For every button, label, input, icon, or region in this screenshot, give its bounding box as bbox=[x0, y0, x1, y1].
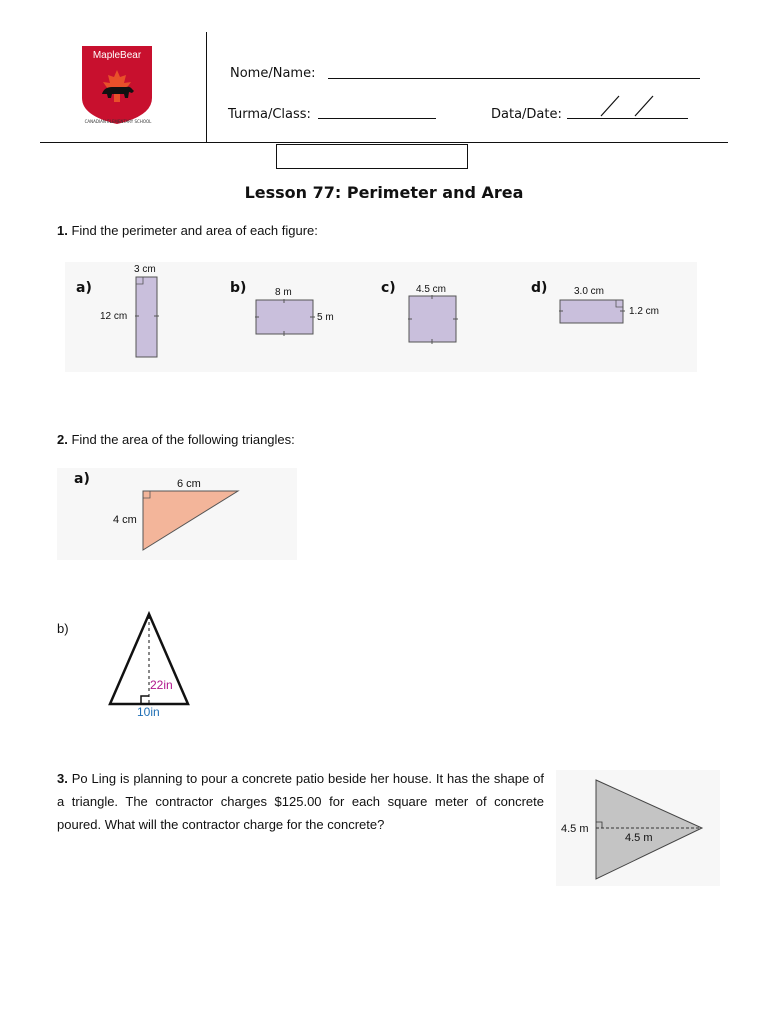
logo-tagline: CANADIAN ELEMENTARY SCHOOL bbox=[84, 119, 152, 124]
name-label: Nome/Name: bbox=[230, 66, 316, 81]
q1-figure-d-width: 3.0 cm bbox=[574, 286, 605, 297]
question-1 bbox=[57, 223, 318, 238]
class-field[interactable] bbox=[318, 118, 436, 119]
header-vertical-divider bbox=[206, 32, 207, 143]
q2-triangle-b-letter: b) bbox=[57, 621, 69, 636]
question-1-text: Find the perimeter and area of each figure: bbox=[71, 223, 318, 238]
q1-figure-b-height: 5 m bbox=[317, 312, 334, 323]
q1-figure-a-width: 3 cm bbox=[134, 264, 156, 275]
page-title: Lesson 77: Perimeter and Area bbox=[244, 183, 524, 202]
class-label: Turma/Class: bbox=[228, 107, 311, 122]
q2-triangle-a-base: 6 cm bbox=[177, 478, 201, 490]
logo-brand: MapleBear bbox=[92, 50, 142, 61]
q1-figure-c-letter: c) bbox=[381, 280, 396, 296]
header-horizontal-divider bbox=[40, 142, 728, 143]
q1-figure-a-height: 12 cm bbox=[100, 311, 128, 322]
q3-side-label: 4.5 m bbox=[561, 823, 589, 835]
maple-bear-logo-icon bbox=[82, 46, 152, 128]
q2-triangle-b-height: 22in bbox=[150, 678, 173, 692]
question-2-number: 2. bbox=[57, 432, 68, 447]
q3-triangle-shape bbox=[592, 778, 706, 882]
question-3 bbox=[57, 767, 544, 836]
q2-triangle-a-letter: a) bbox=[74, 471, 90, 487]
question-3-text: Po Ling is planning to pour a concrete patio beside her house. It has the shape of a triangle. The contractor charges $125.00 for each square meter of concrete poured. What will the contractor charge for the concrete? bbox=[57, 771, 544, 832]
question-1-number: 1. bbox=[57, 223, 68, 238]
school-logo bbox=[82, 46, 152, 128]
date-slashes bbox=[595, 94, 665, 120]
q2-triangle-a-height: 4 cm bbox=[113, 514, 137, 526]
q1-figure-c-width: 4.5 cm bbox=[416, 284, 447, 295]
name-field[interactable] bbox=[328, 78, 700, 79]
q1-figure-b-width: 8 m bbox=[275, 287, 292, 298]
q1-figure-d-height: 1.2 cm bbox=[629, 306, 660, 317]
q2-triangle-b-base: 10in bbox=[137, 705, 160, 719]
grade-box[interactable] bbox=[276, 144, 468, 169]
question-3-number: 3. bbox=[57, 771, 68, 786]
q2-triangle-a-shape bbox=[141, 489, 241, 553]
q1-figure-d-rectangle bbox=[559, 299, 625, 325]
q3-height-label: 4.5 m bbox=[625, 832, 653, 844]
q1-figure-a-letter: a) bbox=[76, 280, 92, 296]
date-label: Data/Date: bbox=[491, 107, 562, 122]
question-2-text: Find the area of the following triangles: bbox=[71, 432, 295, 447]
q1-figures-panel bbox=[65, 262, 697, 372]
q3-figure-panel bbox=[556, 770, 720, 886]
q1-figure-d-letter: d) bbox=[531, 280, 548, 296]
q1-figure-b-letter: b) bbox=[230, 280, 247, 296]
q1-figure-b-rectangle bbox=[255, 299, 315, 336]
q1-figure-c-square bbox=[408, 295, 458, 344]
q2-triangle-a-panel bbox=[57, 468, 297, 560]
question-2 bbox=[57, 432, 295, 447]
q1-figure-a-rectangle bbox=[135, 276, 159, 358]
